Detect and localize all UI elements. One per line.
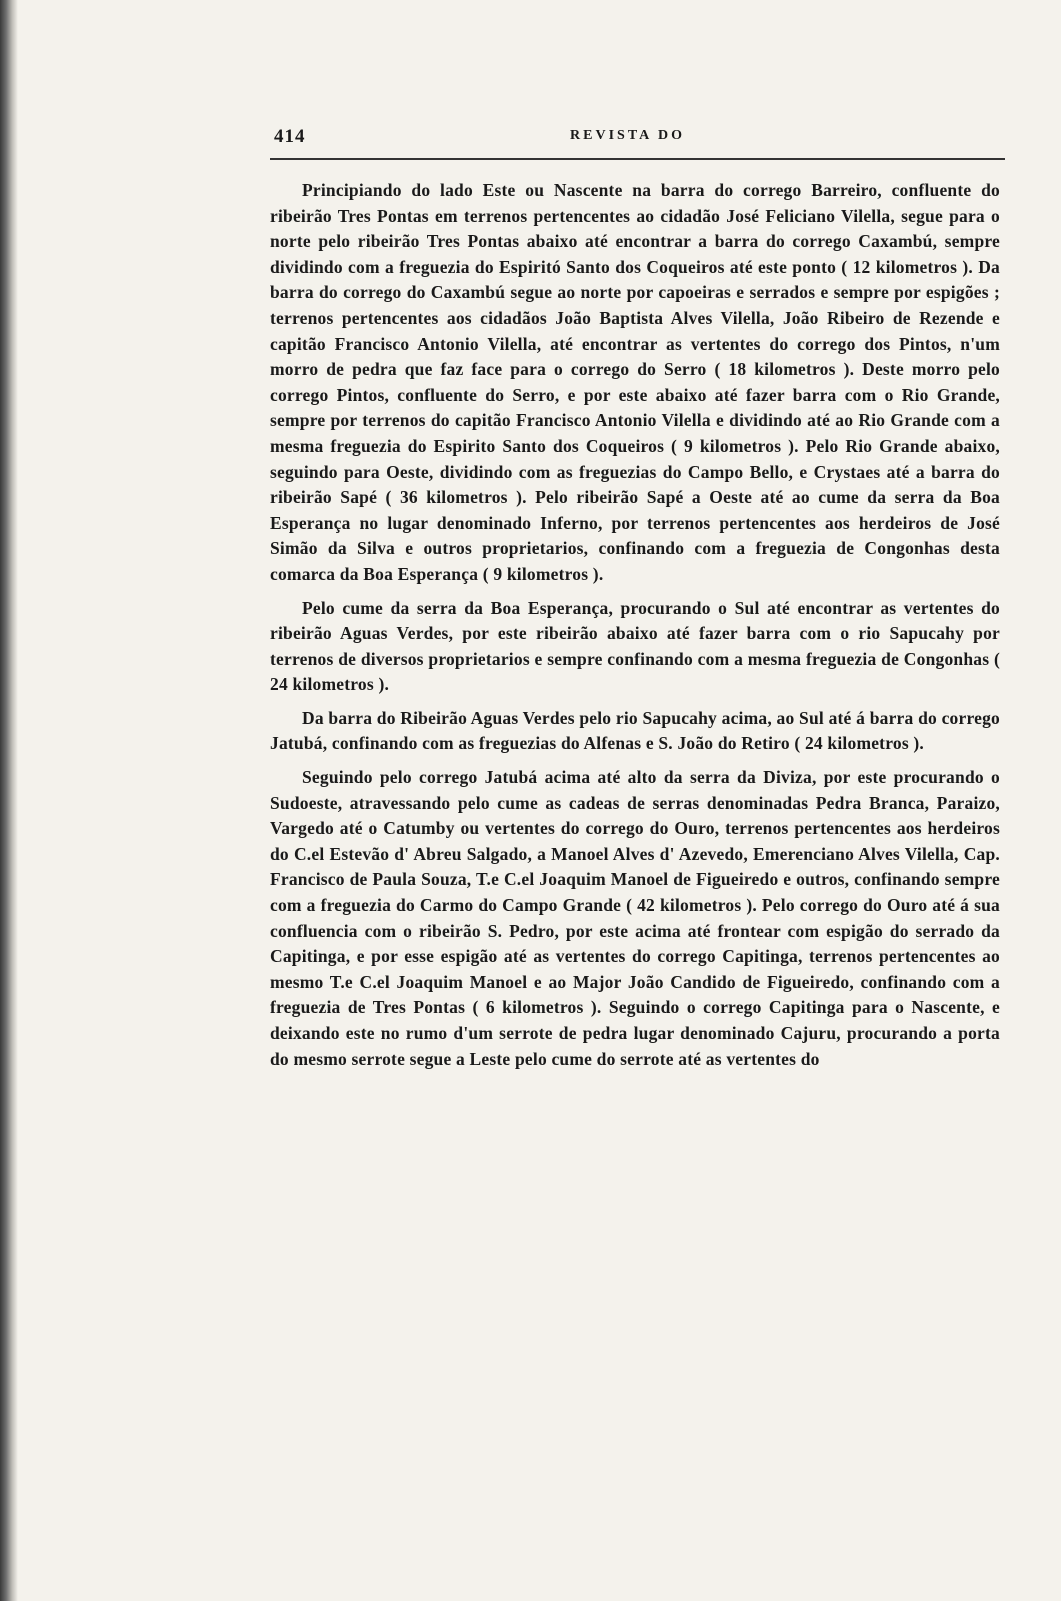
page-binding-edge bbox=[0, 0, 18, 1601]
body-text bbox=[270, 178, 1015, 1072]
running-head bbox=[270, 118, 1015, 150]
running-title: REVISTA DO bbox=[570, 128, 685, 143]
paragraph-4: Seguindo pelo corrego Jatubá acima até alto da serra da Diviza, por este procurando o Sudoeste, atravessando pelo cume as cadeas de serras denominadas Pedra Branca, Paraizo, Vargedo até o Catumby ou vertentes do corrego do Ouro, terrenos pertencentes aos herdeiros do C.el Estevão d' Abreu Salgado, a Manoel Alves d' Azevedo, Emerenciano Alves Vilella, Cap. Francisco de Paula Souza, T.e C.el Joaquim Manoel de Figueiredo e outros, confinando sempre com a freguezia do Carmo do Campo Grande ( 42 kilometros ). Pelo corrego do Ouro até á sua confluencia com o ribeirão S. Pedro, por este acima até frontear com espigão do serrado da Capitinga, e por esse espigão até as vertentes do corrego Capitinga, terrenos pertencentes ao mesmo T.e C.el Joaquim Manoel e ao Major João Candido de Figueiredo, confinando com a freguezia de Tres Pontas ( 6 kilometros ). Seguindo o corrego Capitinga para o Nascente, e deixando este no rumo d'um serrote de pedra lugar denominado Cajuru, procurando a porta do mesmo serrote segue a Leste pelo cume do serrote até as vertentes do bbox=[270, 767, 1000, 1069]
book-page bbox=[270, 118, 1015, 1080]
paragraph-3: Da barra do Ribeirão Aguas Verdes pelo rio Sapucahy acima, ao Sul até á barra do corrego Jatubá, confinando com as freguezias do Alfenas e S. João do Retiro ( 24 kilometros ). bbox=[270, 707, 1000, 754]
paragraph-2: Pelo cume da serra da Boa Esperança, procurando o Sul até encontrar as vertentes do ribeirão Aguas Verdes, por este ribeirão abaixo até fazer barra com o rio Sapucahy por terrenos de diversos proprietarios e sempre confinando com a mesma freguezia de Congonhas ( 24 kilometros ). bbox=[270, 597, 1000, 695]
page-number: 414 bbox=[274, 126, 306, 147]
paragraph-1: Principiando do lado Este ou Nascente na barra do corrego Barreiro, confluente do ribeirão Tres Pontas em terrenos pertencentes ao cidadão José Feliciano Vilella, segue para o norte pelo ribeirão Tres Pontas abaixo até encontrar a barra do corrego Caxambú, sempre dividindo com a freguezia do Espiritó Santo dos Coqueiros até este ponto ( 12 kilometros ). Da barra do corrego do Caxambú segue ao norte por capoeiras e serrados e sempre por espigões ; terrenos pertencentes aos cidadãos João Baptista Alves Vilella, João Ribeiro de Rezende e capitão Francisco Antonio Vilella, até encontrar as vertentes do corrego dos Pintos, n'um morro de pedra que faz face para o corrego do Serro ( 18 kilometros ). Deste morro pelo corrego Pintos, confluente do Serro, e por este abaixo até fazer barra com o Rio Grande, sempre por terrenos do capitão Francisco Antonio Vilella e dividindo até ao Rio Grande com a mesma freguezia do Espirito Santo dos Coqueiros ( 9 kilometros ). Pelo Rio Grande abaixo, seguindo para Oeste, dividindo com as freguezias do Campo Bello, e Crystaes até a barra do ribeirão Sapé ( 36 kilometros ). Pelo ribeirão Sapé a Oeste até ao cume da serra da Boa Esperança no lugar denominado Inferno, por terrenos pertencentes aos herdeiros de José Simão da Silva e outros proprietarios, confinando com a freguezia de Congonhas desta comarca da Boa Esperança ( 9 kilometros ). bbox=[270, 180, 1000, 584]
header-divider bbox=[270, 158, 1005, 160]
